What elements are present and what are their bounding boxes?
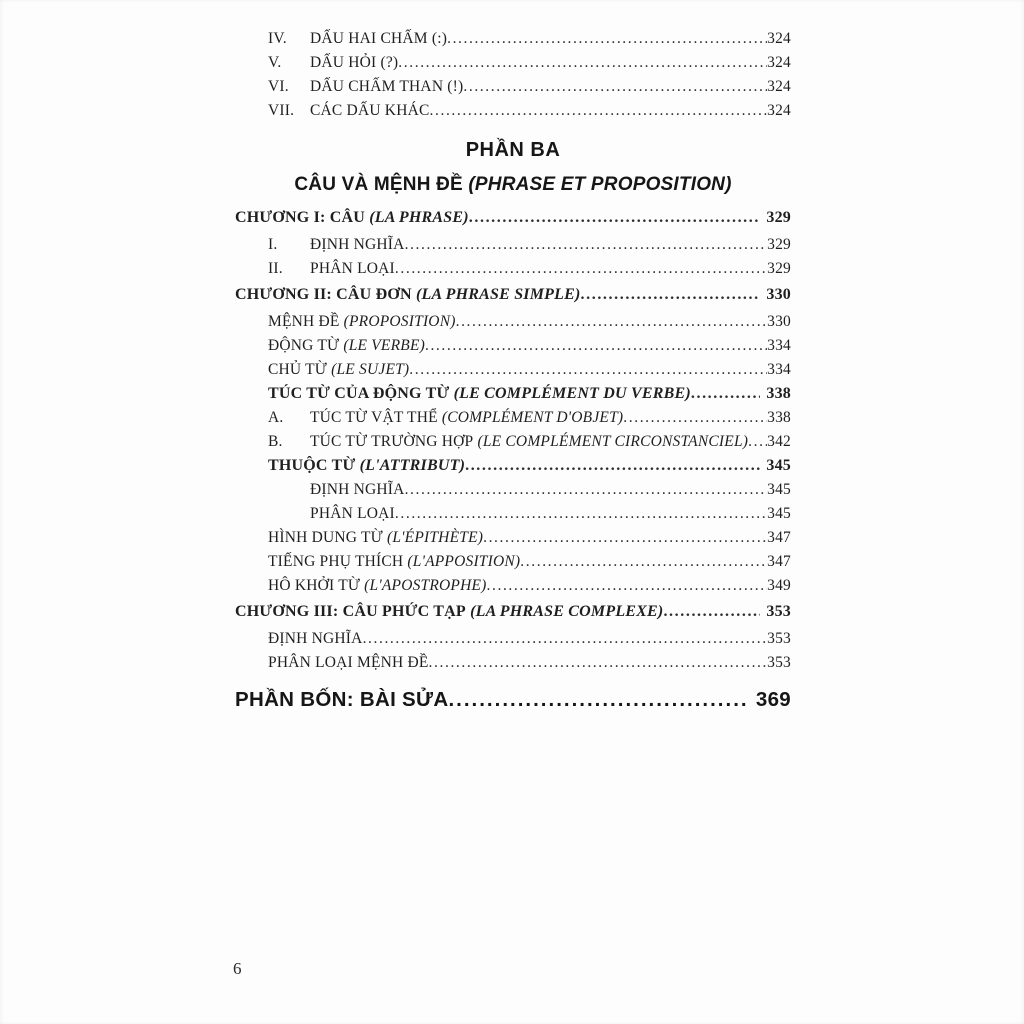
toc-entry (235, 358, 791, 382)
toc-entry-french-term: (LE VERBE) (339, 336, 425, 354)
table-of-contents (235, 27, 791, 712)
toc-entry-label: THUỘC TỪ (L'ATTRIBUT) (268, 456, 466, 474)
dot-leader (429, 651, 768, 675)
toc-entry-page: 353 (766, 603, 791, 620)
toc-entry (235, 51, 791, 75)
toc-entry (235, 454, 791, 478)
dot-leader (398, 51, 767, 75)
toc-entry (235, 406, 791, 430)
toc-entry (235, 283, 791, 307)
toc-entry-label: CHƯƠNG I: CÂU (LA PHRASE) (235, 209, 469, 226)
dot-leader (691, 382, 761, 406)
toc-entry-numeral: II. (268, 259, 283, 277)
part-three-subtitle-vietnamese: CÂU VÀ MỆNH ĐỀ (294, 174, 463, 195)
toc-pre-section-list (235, 27, 791, 123)
toc-entry (235, 651, 791, 675)
toc-entry-numeral: B. (268, 432, 283, 450)
toc-entry (235, 478, 791, 502)
toc-entry-label: ĐỊNH NGHĨA (310, 235, 405, 253)
dot-leader (448, 688, 749, 712)
toc-entry-numeral: A. (268, 408, 284, 426)
toc-entry-label: HÌNH DUNG TỪ (L'ÉPITHÈTE) (268, 528, 484, 546)
toc-entry-page: 329 (767, 235, 791, 253)
dot-leader (405, 233, 768, 257)
toc-entry-page: 347 (767, 552, 791, 570)
dot-leader (463, 75, 767, 99)
toc-entry-label: MỆNH ĐỀ (PROPOSITION) (268, 312, 456, 330)
toc-entry-french-term: (L'ÉPITHÈTE) (382, 528, 484, 546)
toc-entry-numeral: VII. (268, 102, 295, 119)
toc-entry-numeral: VI. (268, 78, 289, 95)
toc-entry (235, 257, 791, 281)
toc-entry-page: 324 (767, 102, 791, 119)
toc-entry-label: TÚC TỪ VẬT THỂ (COMPLÉMENT D'OBJET) (310, 408, 624, 426)
toc-entry (235, 310, 791, 334)
dot-leader (465, 454, 760, 478)
dot-leader (405, 478, 768, 502)
dot-leader (456, 310, 768, 334)
toc-entry-label: DẤU HỎI (?) (310, 54, 399, 71)
toc-entry-list (235, 206, 791, 712)
dot-leader (487, 574, 768, 598)
toc-entry-label: DẤU HAI CHẤM (:) (310, 30, 448, 47)
toc-entry-french-term: (L'APOSTROPHE) (360, 576, 487, 594)
toc-entry-label: HÔ KHỞI TỪ (L'APOSTROPHE) (268, 576, 487, 594)
toc-entry-page: 347 (767, 528, 791, 546)
toc-entry-page: 324 (767, 54, 791, 71)
dot-leader (430, 99, 768, 123)
toc-entry-label: TÚC TỪ TRƯỜNG HỢP (LE COMPLÉMENT CIRCONSTANCIEL) (310, 432, 749, 450)
page-number: 6 (233, 959, 242, 978)
dot-leader (363, 627, 768, 651)
part-three-subtitle-french: (PHRASE ET PROPOSITION) (468, 174, 732, 195)
toc-entry-page: 330 (767, 312, 791, 330)
toc-entry (235, 550, 791, 574)
toc-entry-page: 345 (766, 456, 791, 474)
dot-leader (447, 27, 767, 51)
toc-entry (235, 688, 791, 712)
toc-entry-label: PHÂN LOẠI MỆNH ĐỀ (268, 653, 429, 671)
toc-entry-french-term: (LE COMPLÉMENT CIRCONSTANCIEL) (473, 432, 749, 450)
toc-entry (235, 430, 791, 454)
toc-entry-label: PHÂN LOẠI (310, 259, 395, 277)
toc-entry-page: 338 (767, 408, 791, 426)
toc-entry-label: ĐỊNH NGHĨA (268, 629, 363, 647)
toc-entry-page: 334 (767, 336, 791, 354)
toc-entry-numeral: IV. (268, 30, 287, 47)
toc-entry-page: 349 (767, 576, 791, 594)
dot-leader (581, 283, 761, 307)
toc-entry-numeral: I. (268, 235, 278, 253)
toc-entry-page: 338 (766, 384, 791, 402)
dot-leader (623, 406, 767, 430)
toc-entry-page: 329 (766, 209, 791, 226)
toc-entry-page: 353 (767, 629, 791, 647)
toc-entry-page: 345 (767, 480, 791, 498)
toc-entry (235, 600, 791, 624)
toc-entry-page: 345 (767, 504, 791, 522)
dot-leader (663, 600, 760, 624)
toc-entry-label: CÁC DẤU KHÁC (310, 102, 430, 119)
toc-entry-label: CHƯƠNG III: CÂU PHỨC TẠP (LA PHRASE COMPLEXE) (235, 603, 664, 620)
toc-entry-french-term: (L'ATTRIBUT) (355, 456, 466, 474)
dot-leader (395, 502, 767, 526)
dot-leader (395, 257, 767, 281)
toc-entry-label: DẤU CHẤM THAN (!) (310, 78, 464, 95)
toc-entry (235, 502, 791, 526)
toc-entry-label: TÚC TỪ CỦA ĐỘNG TỪ (LE COMPLÉMENT DU VERBE) (268, 384, 691, 402)
toc-entry (235, 206, 791, 230)
toc-entry (235, 382, 791, 406)
toc-entry-page: 334 (767, 360, 791, 378)
toc-entry (235, 233, 791, 257)
toc-entry-page: 324 (767, 30, 791, 47)
toc-entry-label: TIẾNG PHỤ THÍCH (L'APPOSITION) (268, 552, 521, 570)
part-three-heading: PHẦN BA (465, 139, 561, 161)
toc-entry (235, 574, 791, 598)
toc-entry-label: CHƯƠNG II: CÂU ĐƠN (LA PHRASE SIMPLE) (235, 286, 581, 303)
toc-entry-page: 353 (767, 653, 791, 671)
toc-entry-label: ĐỘNG TỪ (LE VERBE) (268, 336, 425, 354)
toc-entry-page: 342 (767, 432, 791, 450)
toc-entry (235, 75, 791, 99)
toc-entry (235, 334, 791, 358)
toc-entry-french-term: (PROPOSITION) (339, 312, 456, 330)
toc-entry-french-term: (LE SUJET) (327, 360, 410, 378)
toc-entry (235, 526, 791, 550)
toc-entry-label: CHỦ TỪ (LE SUJET) (268, 360, 410, 378)
toc-entry (235, 27, 791, 51)
dot-leader (425, 334, 767, 358)
toc-entry (235, 627, 791, 651)
toc-entry (235, 99, 791, 123)
toc-entry-french-term: (LA PHRASE SIMPLE) (411, 286, 581, 303)
part-three-subtitle (235, 172, 791, 198)
toc-entry-label: PHẦN BỐN: BÀI SỬA (235, 687, 449, 711)
toc-entry-french-term: (COMPLÉMENT D'OBJET) (437, 408, 624, 426)
toc-entry-french-term: (LA PHRASE COMPLEXE) (465, 603, 664, 620)
toc-entry-numeral: V. (268, 54, 282, 71)
toc-entry-label: ĐỊNH NGHĨA (310, 480, 405, 498)
toc-entry-label: PHÂN LOẠI (310, 504, 395, 522)
dot-leader (748, 430, 767, 454)
toc-entry-page: 324 (767, 78, 791, 95)
dot-leader (520, 550, 767, 574)
toc-entry-page: 330 (766, 286, 791, 303)
toc-entry-page: 329 (767, 259, 791, 277)
toc-entry-french-term: (L'APPOSITION) (403, 552, 521, 570)
dot-leader (483, 526, 767, 550)
toc-entry-french-term: (LE COMPLÉMENT DU VERBE) (449, 384, 691, 402)
toc-entry-french-term: (LA PHRASE) (365, 209, 469, 226)
dot-leader (469, 206, 761, 230)
dot-leader (409, 358, 767, 382)
toc-entry-page: 369 (755, 687, 791, 711)
